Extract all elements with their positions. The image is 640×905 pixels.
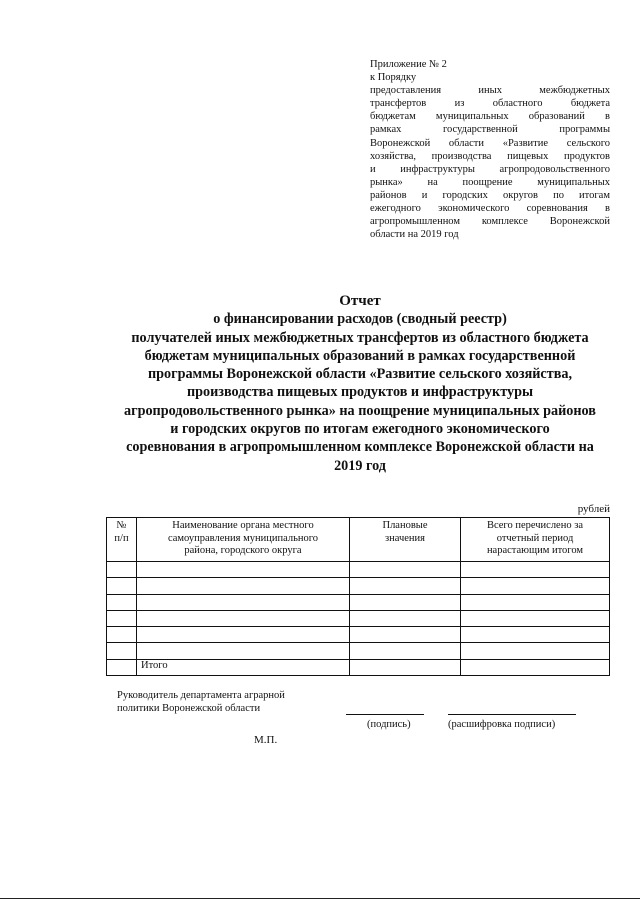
table-cell bbox=[350, 562, 461, 578]
table-cell bbox=[461, 562, 610, 578]
report-subtitle-line: производства пищевых продуктов и инфраструктуры bbox=[186, 384, 534, 401]
table-cell bbox=[137, 627, 350, 643]
table-cell bbox=[137, 578, 350, 594]
table-cell bbox=[350, 610, 461, 626]
appendix-line: Воронежской области «Развитие сельского bbox=[370, 137, 610, 149]
table-cell bbox=[461, 643, 610, 659]
decoding-underline bbox=[448, 714, 576, 715]
appendix-line: предоставления иных межбюджетных bbox=[370, 85, 610, 97]
table-cell bbox=[350, 578, 461, 594]
report-title-block bbox=[90, 292, 630, 475]
signatory-position-line: Руководитель департамента аграрной bbox=[117, 690, 285, 701]
registry-table bbox=[106, 517, 610, 676]
total-label: Итого bbox=[137, 659, 350, 675]
header-text: значения bbox=[384, 532, 426, 544]
table-cell bbox=[107, 627, 137, 643]
report-subtitle-line: о финансировании расходов (сводный реестр) bbox=[213, 311, 507, 328]
appendix-line: бюджетам муниципальных образований в bbox=[370, 111, 610, 123]
report-subtitle-line: программы Воронежской области «Развитие сельского хозяйства, bbox=[147, 366, 573, 383]
header-text: района, городского округа bbox=[184, 545, 302, 556]
header-text: № bbox=[116, 520, 127, 531]
table-cell bbox=[137, 594, 350, 610]
appendix-line: области на 2019 год bbox=[370, 229, 459, 241]
stamp-place: М.П. bbox=[254, 734, 278, 746]
table-row bbox=[107, 610, 610, 626]
report-subtitle-line: 2019 год bbox=[334, 457, 386, 474]
appendix-line: районов и городских округов по итогам bbox=[370, 189, 610, 201]
table-cell bbox=[107, 643, 137, 659]
signature-caption: (подпись) bbox=[367, 719, 411, 730]
table-cell bbox=[350, 643, 461, 659]
header-text: Плановые bbox=[382, 520, 428, 531]
report-subtitle-line: получателей иных межбюджетных трансфертов из областного бюджета bbox=[131, 329, 589, 346]
table-cell bbox=[137, 610, 350, 626]
table-cell bbox=[350, 627, 461, 643]
header-number bbox=[107, 518, 137, 562]
table-cell bbox=[107, 562, 137, 578]
table-cell bbox=[350, 659, 461, 675]
table-cell bbox=[107, 659, 137, 675]
table-cell bbox=[107, 578, 137, 594]
header-text: п/п bbox=[114, 532, 129, 544]
appendix-line: рамках государственной программы bbox=[370, 124, 610, 136]
table-cell bbox=[461, 594, 610, 610]
table-row bbox=[107, 627, 610, 643]
table-cell bbox=[107, 594, 137, 610]
header-text: Всего перечислено за bbox=[486, 520, 584, 531]
signatory-position-line: политики Воронежской области bbox=[117, 703, 261, 714]
appendix-note bbox=[370, 58, 610, 241]
table-header-row bbox=[107, 518, 610, 562]
table-cell bbox=[461, 578, 610, 594]
table-cell bbox=[107, 610, 137, 626]
report-subtitle-line: и городских округов по итогам ежегодного экономического bbox=[170, 421, 550, 438]
table-row bbox=[107, 562, 610, 578]
report-subtitle-line: соревнования в агропромышленном комплексе Воронежской области на bbox=[126, 439, 594, 456]
header-planned-values bbox=[350, 518, 461, 562]
report-subtitle-line: бюджетам муниципальных образований в рамках государственной bbox=[144, 347, 576, 364]
table-cell bbox=[137, 643, 350, 659]
table-cell bbox=[461, 610, 610, 626]
table-row bbox=[107, 594, 610, 610]
table-total-row bbox=[107, 659, 610, 675]
currency-unit: рублей bbox=[577, 503, 610, 515]
table-row bbox=[107, 578, 610, 594]
appendix-line: трансфертов из областного бюджета bbox=[370, 98, 610, 110]
report-subtitle-line: агропродовольственного рынка» на поощрение муниципальных районов bbox=[124, 402, 596, 419]
table-cell bbox=[461, 659, 610, 675]
report-title: Отчет bbox=[339, 293, 381, 309]
appendix-line: хозяйства, производства пищевых продуктов bbox=[370, 150, 610, 162]
table-cell bbox=[461, 627, 610, 643]
table-cell bbox=[137, 562, 350, 578]
table-cell bbox=[350, 594, 461, 610]
appendix-line: рынка» на поощрение муниципальных bbox=[370, 176, 610, 188]
appendix-line: к Порядку bbox=[370, 72, 417, 84]
signature-underline bbox=[346, 714, 424, 715]
decoding-caption: (расшифровка подписи) bbox=[448, 719, 556, 730]
header-text: Наименование органа местного bbox=[172, 520, 314, 531]
appendix-line: ежегодного экономического соревнования в bbox=[370, 203, 610, 215]
appendix-line: и инфраструктуры агропродовольственного bbox=[370, 163, 610, 175]
signatory-position bbox=[117, 689, 285, 715]
appendix-line: агропромышленном комплексе Воронежской bbox=[370, 216, 610, 228]
appendix-line: Приложение № 2 bbox=[370, 59, 447, 70]
header-text: отчетный период bbox=[496, 532, 574, 544]
header-organization-name bbox=[137, 518, 350, 562]
header-total-transferred bbox=[461, 518, 610, 562]
header-text: нарастающим итогом bbox=[486, 545, 584, 556]
table-row bbox=[107, 643, 610, 659]
header-text: самоуправления муниципального bbox=[167, 532, 319, 544]
page-bottom-rule bbox=[0, 898, 640, 899]
